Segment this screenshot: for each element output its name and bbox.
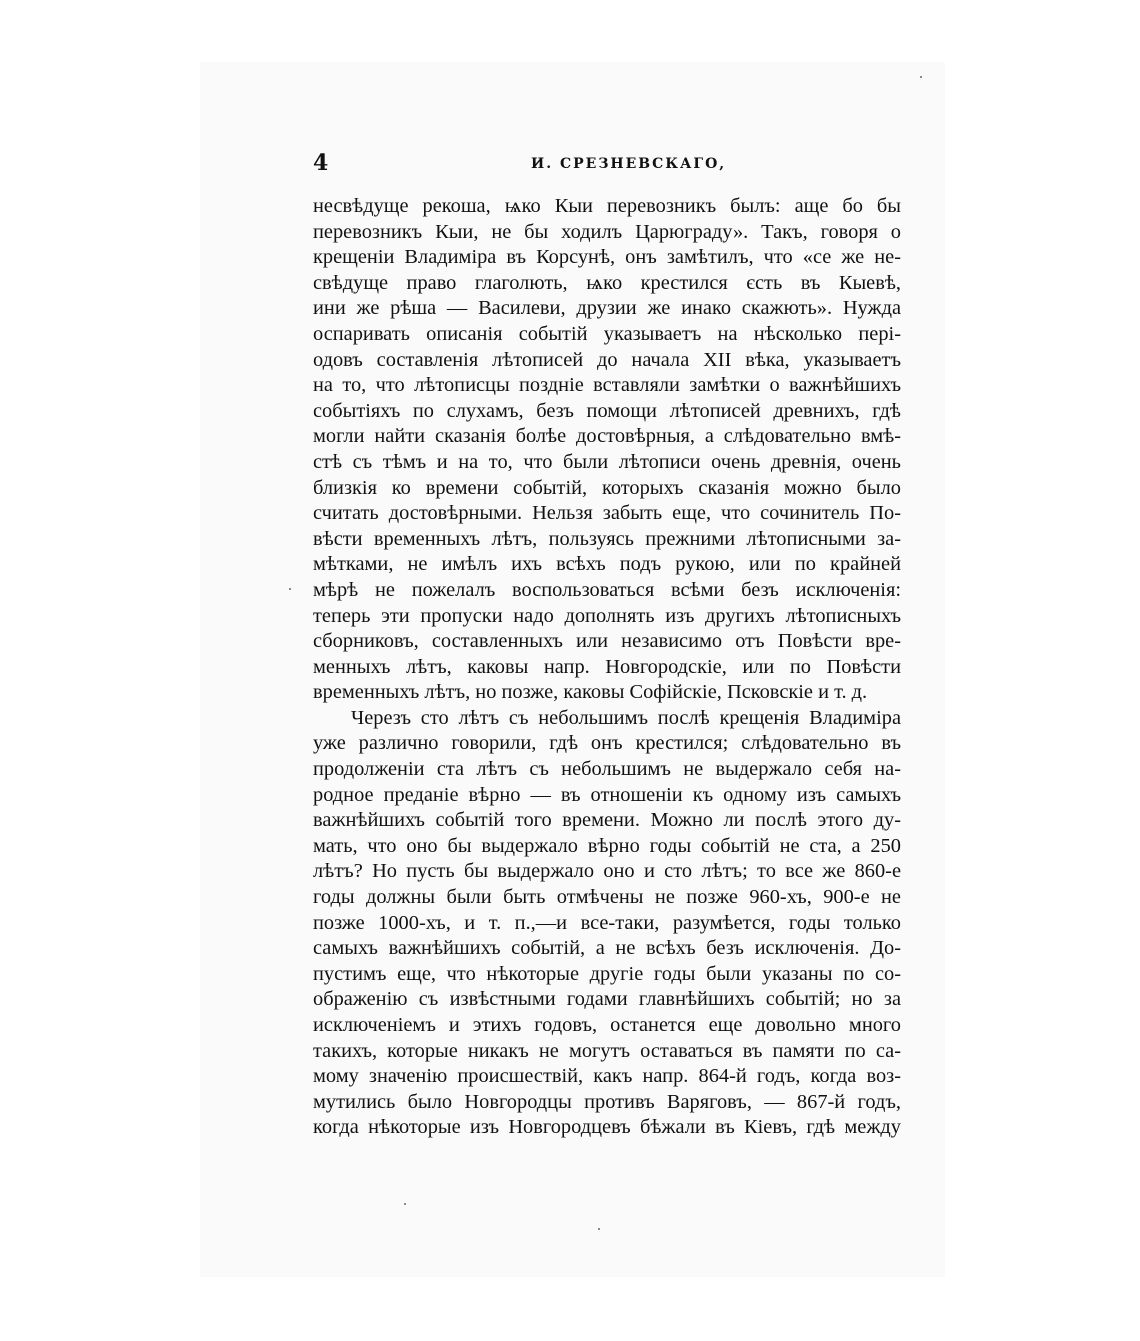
scan-speck xyxy=(404,1203,406,1205)
running-head xyxy=(313,150,899,176)
text-line: Черезъ сто лѣтъ съ небольшимъ послѣ крещенія Владиміра xyxy=(351,706,901,729)
text-line: позже 1000-хъ, и т. п.,—и все-таки, разумѣется, годы только xyxy=(313,911,901,934)
text-line: лѣтъ? Но пусть бы выдержало оно и сто лѣтъ; то все же 860-е xyxy=(313,860,901,883)
paragraph xyxy=(313,194,901,706)
text-line: ини же рѣша — Василеви, друзии же инако скажють». Нужда xyxy=(313,297,901,320)
text-line: важнѣйшихъ событій того времени. Можно ли послѣ этого ду- xyxy=(313,809,901,832)
text-line: мѣтками, не имѣлъ ихъ всѣхъ подъ рукою, или по крайней xyxy=(313,553,901,576)
text-line: свѣдуще право глаголють, ѩко крестился єсть въ Кыевѣ, xyxy=(313,271,901,294)
text-line: ображенію съ извѣстными годами главнѣйшихъ событій; но за xyxy=(313,988,901,1011)
text-line: оспаривать описанія событій указываетъ на нѣсколько пері- xyxy=(313,322,901,345)
text-line: близкія ко времени событій, которыхъ сказанія можно было xyxy=(313,476,901,499)
text-line: перевозникъ Кыи, не бы ходилъ Царюграду». Такъ, говоря о xyxy=(313,220,901,243)
text-line: на то, что лѣтописцы поздніе вставляли замѣтки о важнѣйшихъ xyxy=(313,374,901,397)
text-line: считать достовѣрными. Нельзя забыть еще, что сочинитель По- xyxy=(313,502,901,525)
body-text xyxy=(313,194,901,1141)
text-line: исключеніемъ и этихъ годовъ, останется еще довольно много xyxy=(313,1014,901,1036)
page-number: 4 xyxy=(313,150,329,176)
text-line: временныхъ лѣтъ, но позже, каковы Софійскіе, Псковскіе и т. д. xyxy=(313,681,868,704)
text-line: сборниковъ, составленныхъ или независимо отъ Повѣсти вре- xyxy=(313,630,901,653)
text-line: событіяхъ по слухамъ, безъ помощи лѣтописей древнихъ, гдѣ xyxy=(313,399,901,422)
text-line: мутились было Новгородцы противъ Варяговъ, — 867-й годъ, xyxy=(313,1090,901,1113)
text-line: самыхъ важнѣйшихъ событій, а не всѣхъ безъ исключенія. До- xyxy=(313,937,901,960)
paragraph xyxy=(313,706,901,1141)
text-line: менныхъ лѣтъ, каковы напр. Новгородскіе, или по Повѣсти xyxy=(313,655,901,678)
text-line: могли найти сказанія болѣе достовѣрныя, а слѣдовательно вмѣ- xyxy=(313,425,901,448)
text-line: родное преданіе вѣрно — въ отношеніи къ одному изъ самыхъ xyxy=(313,783,901,806)
text-line: мѣрѣ не пожелалъ воспользоваться всѣми безъ исключенія: xyxy=(313,578,901,601)
running-title: И. СРЕЗНЕВСКАГО, xyxy=(531,156,727,172)
scan-speck xyxy=(598,1228,600,1230)
text-line: крещеніи Владиміра въ Корсунѣ, онъ замѣтилъ, что «се же не- xyxy=(313,246,901,269)
text-line: одовъ составленія лѣтописей до начала XII вѣка, указываетъ xyxy=(313,348,901,371)
text-line: пустимъ еще, что нѣкоторые другіе годы были указаны по со- xyxy=(313,962,901,985)
text-line: вѣсти временныхъ лѣтъ, пользуясь прежними лѣтописными за- xyxy=(313,527,901,550)
text-line: теперь эти пропуски надо дополнять изъ другихъ лѣтописныхъ xyxy=(313,604,901,627)
text-line: когда нѣкоторые изъ Новгородцевъ бѣжали въ Кіевъ, гдѣ между xyxy=(313,1116,901,1139)
text-line: такихъ, которые никакъ не могутъ оставаться въ памяти по са- xyxy=(313,1039,901,1062)
text-line: продолженіи ста лѣтъ съ небольшимъ не выдержало себя на- xyxy=(313,758,901,781)
text-line: годы должны были быть отмѣчены не позже 960-хъ, 900-е не xyxy=(313,886,901,909)
text-line: несвѣдуще рекоша, ѩко Кыи перевозникъ былъ: аще бо бы xyxy=(313,195,901,217)
text-line: мому значенію происшествій, какъ напр. 864-й годъ, когда воз- xyxy=(313,1065,901,1088)
text-line: стѣ съ тѣмъ и на то, что были лѣтописи очень древнія, очень xyxy=(313,450,901,473)
text-line: уже различно говорили, гдѣ онъ крестился; слѣдовательно въ xyxy=(313,732,901,755)
scan-speck xyxy=(289,588,291,590)
scan-speck xyxy=(920,76,922,78)
text-line: мать, что оно бы выдержало вѣрно годы событій не ста, а 250 xyxy=(313,834,901,857)
